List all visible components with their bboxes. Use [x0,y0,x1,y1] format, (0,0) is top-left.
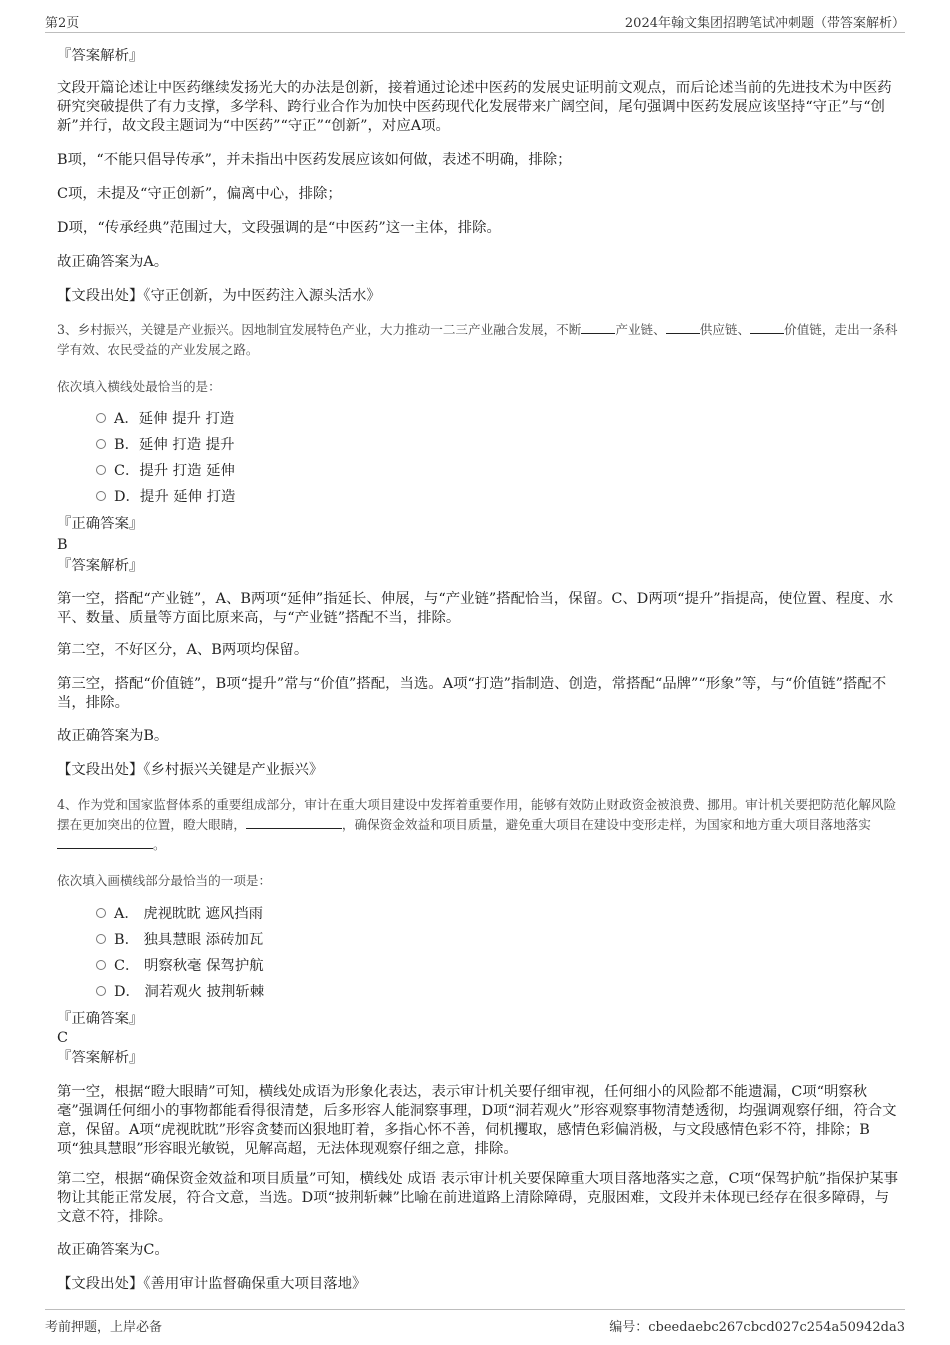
q2-source: 【文段出处】《守正创新，为中医药注入源头活水》 [57,288,381,304]
radio-icon[interactable] [96,934,106,944]
footer-slogan: 考前押题，上岸必备 [45,1320,163,1335]
radio-icon[interactable] [96,465,106,475]
q2-analysis-p2: B项，“不能只倡导传承”，并未指出中医药发展应该如何做，表述不明确，排除； [57,152,572,168]
q2-answer-statement: 故正确答案为A。 [57,254,169,270]
q2-analysis-p4: D项，“传承经典”范围过大，文段强调的是“中医药”这一主体，排除。 [57,220,501,236]
q3-blank-2 [666,321,700,334]
page-footer [45,1309,905,1335]
q3-blank-1 [581,321,615,334]
radio-icon[interactable] [96,491,106,501]
q4-prompt: 依次填入画横线部分最恰当的一项是： [57,873,272,888]
q3-stem: 3、乡村振兴，关键是产业振兴。因地制宜发展特色产业，大力推动一二三产业融合发展，不断 产业链、 供应链、 价值链，走出一条科学有效、农民受益的产业发展之路。 [57,322,898,357]
q3-option-d[interactable]: D．提升 延伸 打造 [96,488,235,507]
q3-analysis-label: 『答案解析』 [57,558,144,574]
q3-analysis-p3: 第三空，搭配“价值链”，B项“提升”常与“价值”搭配，当选。A项“打造”指制造、创造，常搭配“品牌”“形象”等，与“价值链”搭配不当，排除。 [57,676,887,711]
q3-blank-3 [750,321,784,334]
q3-correct-label: 『正确答案』 [57,516,144,532]
q3-answer-statement: 故正确答案为B。 [57,728,169,744]
q3-source: 【文段出处】《乡村振兴关键是产业振兴》 [57,762,324,778]
q4-option-a[interactable]: A． 虎视眈眈 遮风挡雨 [96,905,263,924]
radio-icon[interactable] [96,960,106,970]
q3-correct-answer: B [57,537,68,553]
q4-analysis-p2: 第二空，根据“确保资金效益和项目质量”可知，横线处 成语 表示审计机关要保障重大项目落地落实之意，C项“保驾护航”指保护某事物让其能正常发展，符合文意，当选。D项“披荆斩棘”比喻在前进道路上清除障碍，克服困难，文段并未体现已经存在很多障碍，与文意不符，排除。 [57,1171,899,1225]
q3-option-b[interactable]: B．延伸 打造 提升 [96,436,234,455]
q4-option-d[interactable]: D． 洞若观火 披荆斩棘 [96,983,264,1002]
q4-source: 【文段出处】《善用审计监督确保重大项目落地》 [57,1276,367,1292]
q4-correct-label: 『正确答案』 [57,1011,144,1027]
q4-correct-answer: C [57,1030,69,1046]
radio-icon[interactable] [96,439,106,449]
q2-analysis-label: 『答案解析』 [57,48,144,64]
q4-blank-2 [57,836,153,849]
document-title: 2024年翰文集团招聘笔试冲刺题（带答案解析） [624,16,905,31]
radio-icon[interactable] [96,908,106,918]
radio-icon[interactable] [96,413,106,423]
radio-icon[interactable] [96,986,106,996]
q2-analysis-p3: C项，未提及“守正创新”，偏离中心，排除； [57,186,342,202]
q4-analysis-label: 『答案解析』 [57,1050,144,1066]
q4-analysis-p1: 第一空，根据“瞪大眼睛”可知，横线处成语为形象化表达，表示审计机关要仔细审视，任何细小的风险都不能遗漏，C项“明察秋毫”强调任何细小的事物都能看得很清楚，后多形容人能洞察事理，D项“洞若观火”形容观察事物清楚透彻，均强调观察仔细，符合文意，保留。A项“虎视眈眈”形容贪婪而凶狠地盯着，多指心怀不善，伺机攫取，感情色彩偏消极，与文段感情色彩不符，排除；B项“独具慧眼”形容眼光敏锐，见解高超，无法体现观察仔细之意，排除。 [57,1084,897,1157]
q3-analysis-p1: 第一空，搭配“产业链”，A、B两项“延伸”指延长、伸展，与“产业链”搭配恰当，保留。C、D两项“提升”指提高，使位置、程度、水平、数量、质量等方面比原来高，与“产业链”搭配不当，排除。 [57,591,894,626]
q4-blank-1 [246,816,342,829]
page-header [45,12,905,33]
q3-option-a[interactable]: A．延伸 提升 打造 [96,410,234,429]
q4-option-c[interactable]: C． 明察秋毫 保驾护航 [96,957,264,976]
q4-answer-statement: 故正确答案为C。 [57,1242,169,1258]
q4-option-b[interactable]: B． 独具慧眼 添砖加瓦 [96,931,263,950]
q3-option-c[interactable]: C．提升 打造 延伸 [96,462,235,481]
page-number: 第2页 [45,16,80,31]
q4-stem: 4、作为党和国家监督体系的重要组成部分，审计在重大项目建设中发挥着重要作用，能够有效防止财政资金被浪费、挪用。审计机关要把防范化解风险摆在更加突出的位置，瞪大眼睛， ，确保资金效益和项目质量，避免重大项目在建设中变形走样，为国家和地方重大项目落地落实。 [57,797,897,852]
q2-analysis-p1: 文段开篇论述让中医药继续发扬光大的办法是创新，接着通过论述中医药的发展史证明前文观点，而后论述当前的先进技术为中医药研究突破提供了有力支撑，多学科、跨行业合作为加快中医药现代化发展带来广阔空间，尾句强调中医药发展应该坚持“守正”与“创新”并行，故文段主题词为“中医药”“守正”“创新”，对应A项。 [57,80,892,134]
footer-code: 编号：cbeedaebc267cbcd027c254a50942da3 [609,1320,905,1335]
q3-prompt: 依次填入横线处最恰当的是： [57,379,221,394]
q3-analysis-p2: 第二空，不好区分，A、B两项均保留。 [57,642,309,658]
